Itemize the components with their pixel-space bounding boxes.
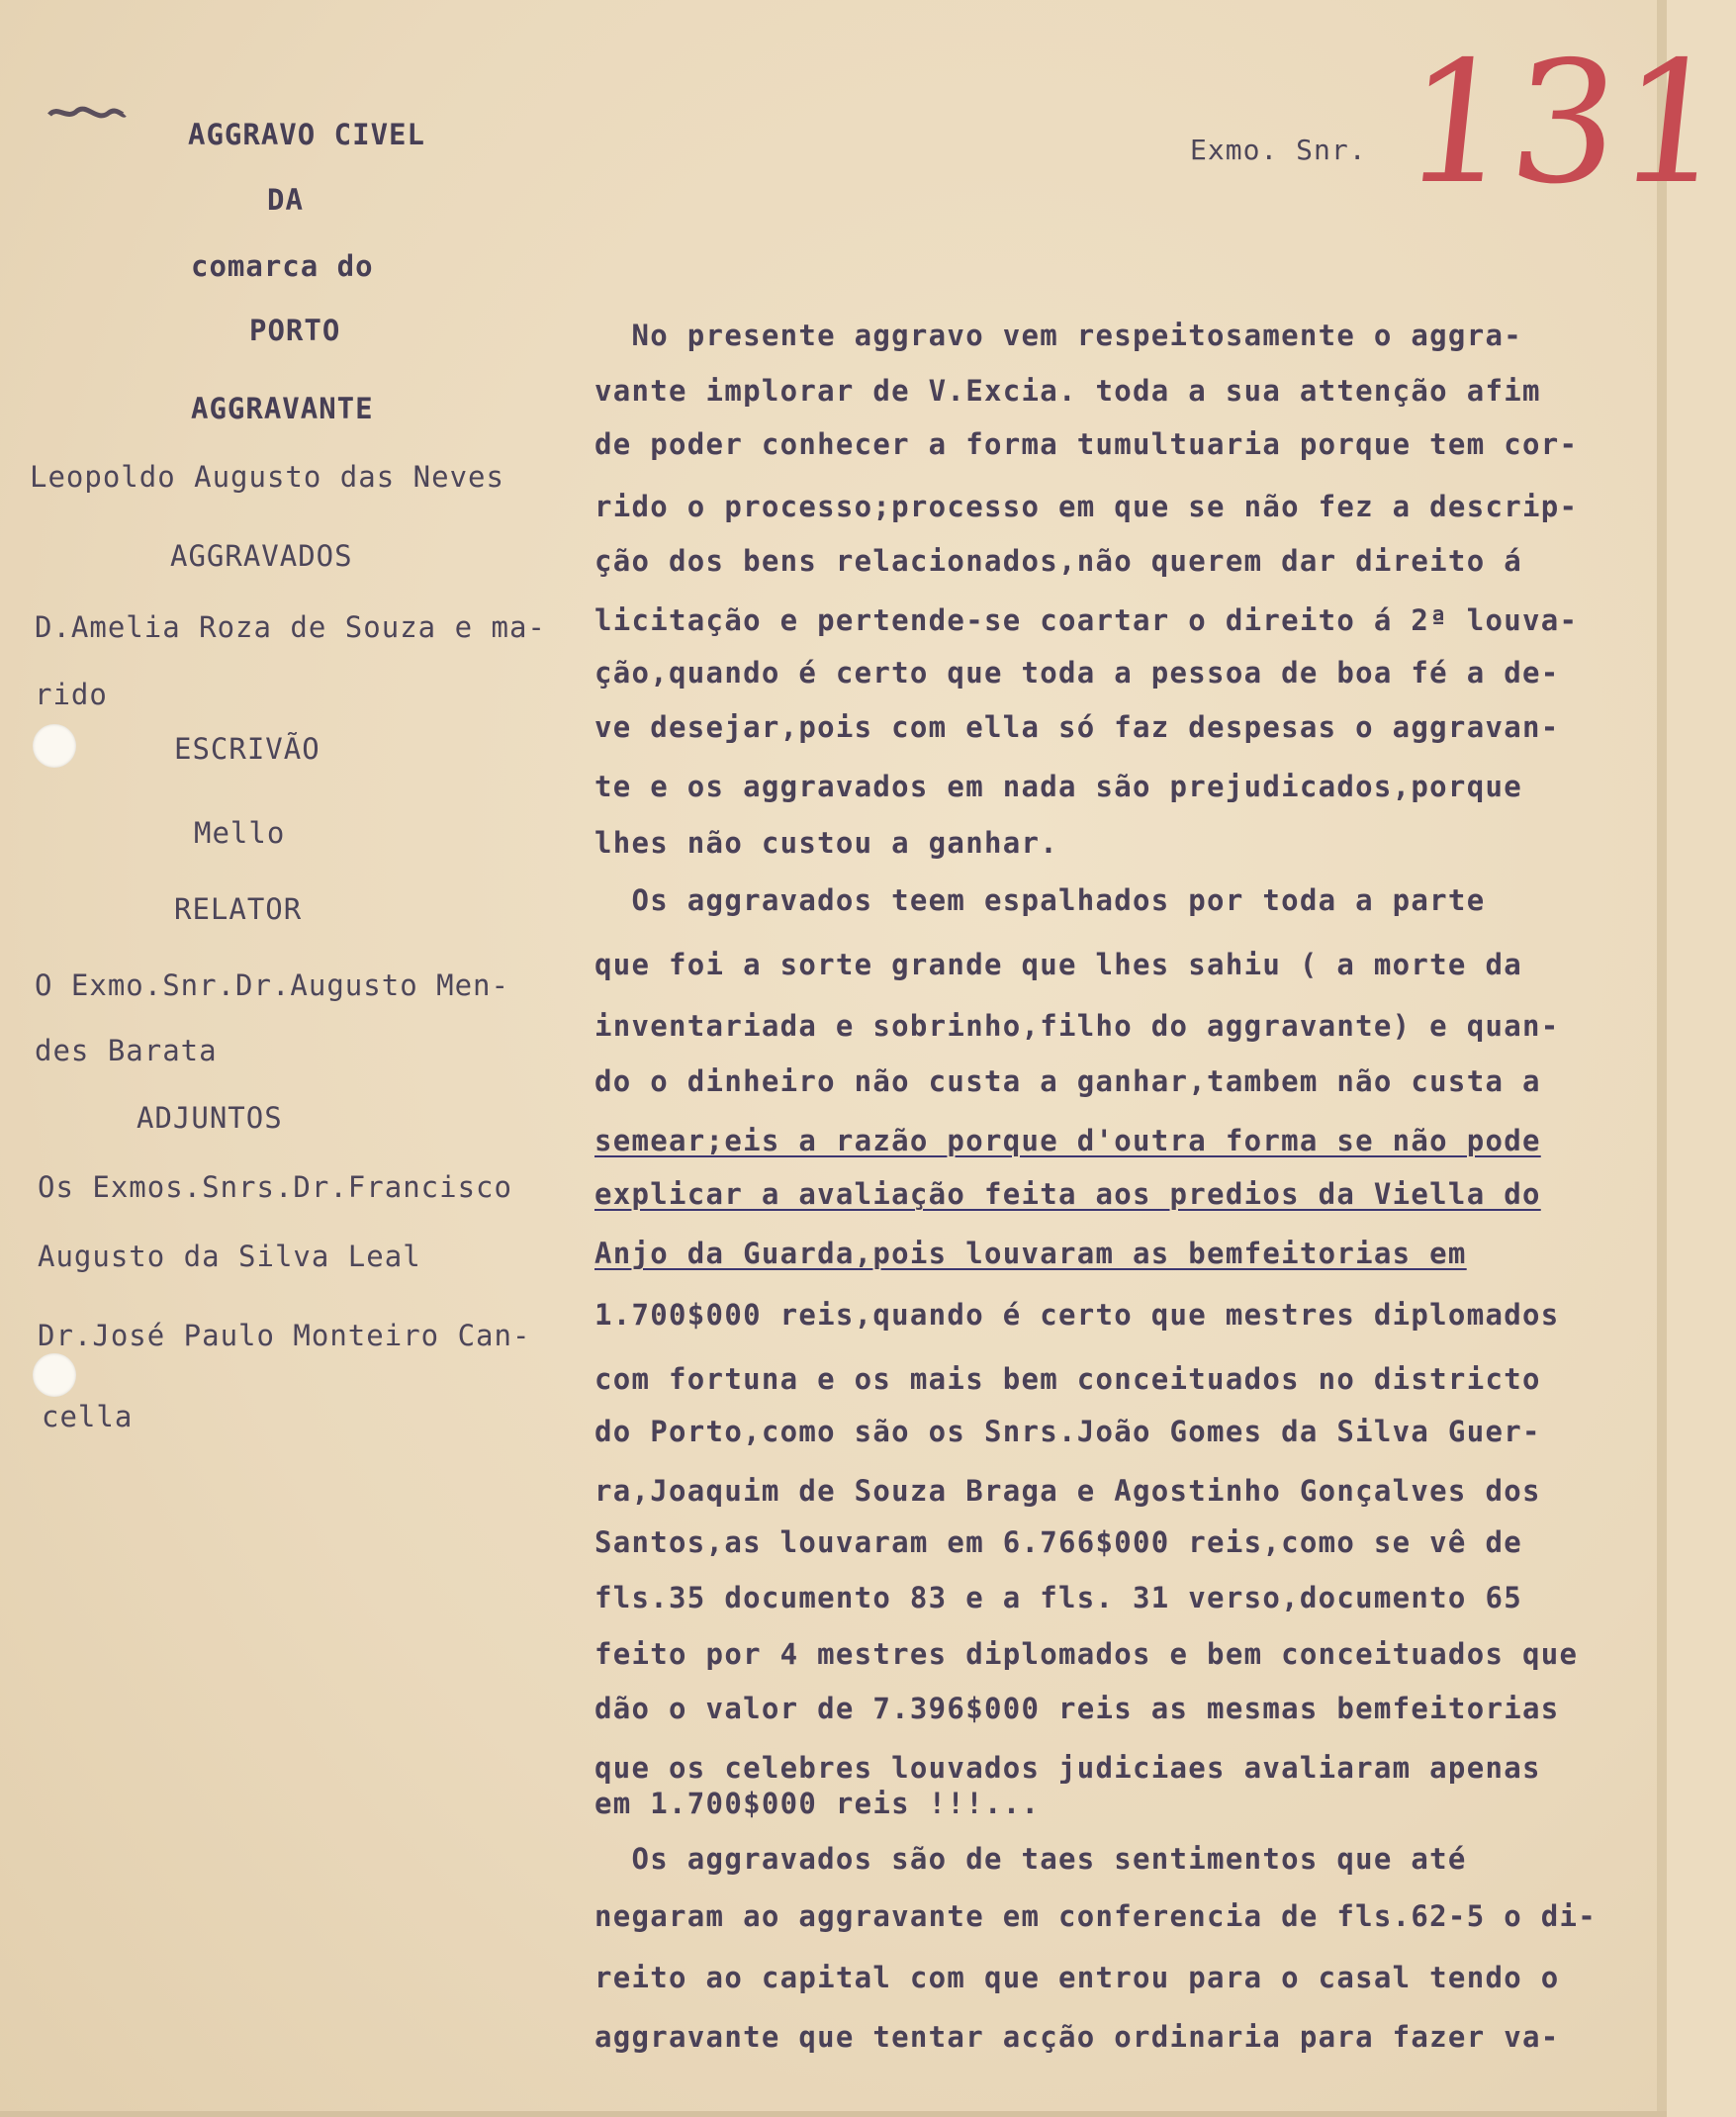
aggravados-line: rido xyxy=(35,678,108,711)
body-line: te e os aggravados em nada são prejudicados,porque xyxy=(594,770,1522,803)
adjuntos-line: Os Exmos.Snrs.Dr.Francisco xyxy=(38,1170,512,1204)
body-line: ve desejar,pois com ella só faz despesas o aggravan- xyxy=(594,710,1560,744)
body-line: ção,quando é certo que toda a pessoa de boa fé a de- xyxy=(594,656,1560,690)
body-line: rido o processo;processo em que se não fez a descrip- xyxy=(594,490,1579,523)
case-title: AGGRAVO CIVEL xyxy=(188,118,425,151)
body-line: do Porto,como são os Snrs.João Gomes da Silva Guer- xyxy=(594,1415,1541,1448)
body-line: fls.35 documento 83 e a fls. 31 verso,documento 65 xyxy=(594,1581,1522,1614)
relator-line: O Exmo.Snr.Dr.Augusto Men- xyxy=(35,968,509,1002)
comarca-label: comarca do xyxy=(191,249,374,283)
aggravante-label: AGGRAVANTE xyxy=(191,392,374,425)
escrivao-label: ESCRIVÃO xyxy=(174,732,320,766)
body-line: dão o valor de 7.396$000 reis as mesmas bemfeitorias xyxy=(594,1692,1560,1725)
body-line: No presente aggravo vem respeitosamente o aggra- xyxy=(594,319,1522,352)
punch-hole xyxy=(33,724,76,768)
body-line: reito ao capital com que entrou para o casal tendo o xyxy=(594,1961,1560,1994)
adjuntos-label: ADJUNTOS xyxy=(137,1101,283,1135)
aggravados-line: D.Amelia Roza de Souza e ma- xyxy=(35,610,546,644)
page-bottom-edge xyxy=(0,2111,1667,2117)
case-of: DA xyxy=(267,183,304,217)
body-line: de poder conhecer a forma tumultuaria porque tem cor- xyxy=(594,427,1579,461)
adjuntos-line: cella xyxy=(42,1400,134,1433)
body-line: em 1.700$000 reis !!!... xyxy=(594,1787,1041,1820)
comarca-name: PORTO xyxy=(249,314,341,347)
handwritten-page-number: 131 xyxy=(1394,26,1736,222)
body-line: inventariada e sobrinho,filho do aggravante) e quan- xyxy=(594,1009,1560,1043)
relator-label: RELATOR xyxy=(174,892,303,926)
body-line: lhes não custou a ganhar. xyxy=(594,826,1058,860)
body-line: negaram ao aggravante em conferencia de fls.62-5 o di- xyxy=(594,1899,1598,1933)
body-line: 1.700$000 reis,quando é certo que mestres diplomados xyxy=(594,1298,1560,1332)
body-line-underlined: semear;eis a razão porque d'outra forma se não pode xyxy=(594,1124,1541,1157)
salutation: Exmo. Snr. xyxy=(1190,134,1367,166)
body-line-underlined: Anjo da Guarda,pois louvaram as bemfeitorias em xyxy=(594,1237,1467,1270)
adjuntos-line: Dr.José Paulo Monteiro Can- xyxy=(38,1319,531,1352)
body-line: do o dinheiro não custa a ganhar,tambem não custa a xyxy=(594,1064,1541,1098)
body-line-underlined: explicar a avaliação feita aos predios da Viella do xyxy=(594,1177,1541,1211)
body-line: que os celebres louvados judiciaes avaliaram apenas xyxy=(594,1751,1541,1785)
body-line: Os aggravados teem espalhados por toda a parte xyxy=(594,883,1486,917)
body-line: vante implorar de V.Excia. toda a sua attenção afim xyxy=(594,374,1541,408)
body-line: Os aggravados são de taes sentimentos que até xyxy=(594,1842,1467,1876)
escrivao-name: Mello xyxy=(194,816,286,850)
page-edge xyxy=(1657,0,1667,2117)
body-line: feito por 4 mestres diplomados e bem conceituados que xyxy=(594,1637,1579,1671)
relator-line: des Barata xyxy=(35,1034,218,1067)
body-line: licitação e pertende-se coartar o direito á 2ª louva- xyxy=(594,603,1579,637)
body-line: com fortuna e os mais bem conceituados no districto xyxy=(594,1362,1541,1396)
body-line: ção dos bens relacionados,não querem dar direito á xyxy=(594,544,1522,578)
body-line: ra,Joaquim de Souza Braga e Agostinho Gonçalves dos xyxy=(594,1474,1541,1508)
aggravante-name: Leopoldo Augusto das Neves xyxy=(30,460,504,494)
ink-blot xyxy=(47,103,127,125)
adjuntos-line: Augusto da Silva Leal xyxy=(38,1240,421,1273)
body-line: aggravante que tentar acção ordinaria para fazer va- xyxy=(594,2020,1560,2054)
body-line: Santos,as louvaram em 6.766$000 reis,como se vê de xyxy=(594,1525,1522,1559)
aggravados-label: AGGRAVADOS xyxy=(170,539,353,573)
body-line: que foi a sorte grande que lhes sahiu ( a morte da xyxy=(594,948,1522,981)
punch-hole xyxy=(33,1353,76,1397)
